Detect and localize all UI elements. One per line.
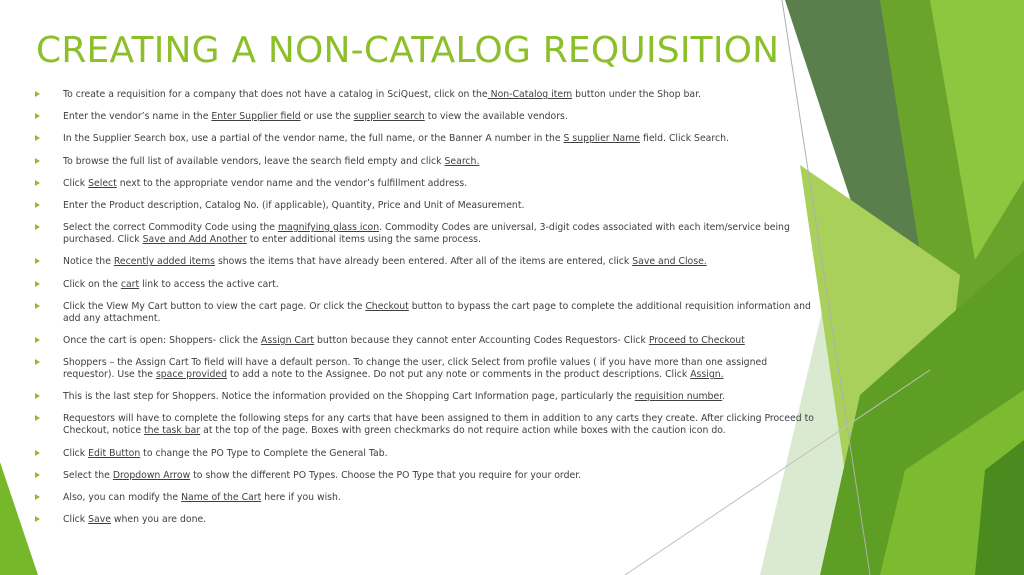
bullet-text: to add a note to the Assignee. Do not put any note or comments in the product descriptions. Click <box>226 369 691 381</box>
bullet-arrow-icon <box>35 180 40 186</box>
list-item <box>34 222 814 246</box>
list-item <box>34 200 814 212</box>
bullet-arrow-icon <box>35 303 40 309</box>
bullet-link[interactable]: Enter Supplier field <box>211 111 301 123</box>
bullet-text: to show the different PO Types. Choose the PO Type that you require for your order. <box>190 469 582 481</box>
bullet-text: Click the View My Cart button to view the cart page. Or click the <box>63 300 366 312</box>
bullet-arrow-icon <box>35 415 40 421</box>
bullet-text: Click <box>63 514 89 526</box>
bullet-text: . Commodity Codes are universal, 3-digit codes associated with each item/service being purchased. Click <box>63 222 790 246</box>
bullet-text: shows the items that have already been entered. After all of the items are entered, click <box>214 256 633 268</box>
bullet-text: . <box>722 391 726 403</box>
list-item <box>34 156 814 168</box>
list-item <box>34 470 814 482</box>
bullet-arrow-icon <box>35 359 40 365</box>
bullet-arrow-icon <box>35 472 40 478</box>
list-item <box>34 111 814 123</box>
bullet-text: link to access the active cart. <box>139 278 279 290</box>
page-title: CREATING A NON-CATALOG REQUISITION <box>36 30 780 71</box>
bullet-arrow-icon <box>35 113 40 119</box>
bullet-text: In the Supplier Search box, use a partial of the vendor name, the full name, or the Banner A number in the <box>63 133 564 145</box>
bullet-text: to change the PO Type to Complete the General Tab. <box>140 447 388 459</box>
list-item <box>34 391 814 403</box>
bullet-link[interactable]: Name of the Cart <box>181 492 262 503</box>
bullet-text: when you are done. <box>110 514 207 526</box>
bullet-link[interactable]: Edit Button <box>88 447 141 459</box>
bullet-text: Click <box>63 177 89 189</box>
list-item <box>34 279 814 291</box>
bullet-text: To browse the full list of available vendors, leave the search field empty and click <box>63 155 445 167</box>
bullet-link[interactable]: supplier search <box>353 111 425 123</box>
bullet-text: Shoppers – the Assign Cart To field will have a default person. To change the user, click Select from profile values ( if you have more than one assigned requestor). Use the <box>63 357 768 381</box>
list-item <box>34 301 814 325</box>
bullet-text: Also, you can modify the <box>63 492 182 503</box>
bullet-text: Enter the Product description, Catalog No. (if applicable), Quantity, Price and Unit of Measurement. <box>63 199 525 211</box>
bullet-text: This is the last step for Shoppers. Notice the information provided on the Shopping Cart Information page, particularly the <box>63 391 635 403</box>
bullet-text: next to the appropriate vendor name and the vendor’s fulfillment address. <box>116 177 468 189</box>
bullet-arrow-icon <box>35 337 40 343</box>
bullet-link[interactable]: Search. <box>444 155 480 167</box>
bullet-link[interactable]: Assign. <box>690 369 724 381</box>
list-item <box>34 448 814 460</box>
bullet-text: To create a requisition for a company that does not have a catalog in SciQuest, click on the <box>63 89 488 100</box>
bullet-arrow-icon <box>35 494 40 500</box>
list-item <box>34 89 814 101</box>
list-item <box>34 133 814 145</box>
bullet-link[interactable]: Save <box>88 514 111 526</box>
bullet-link[interactable]: the task bar <box>144 425 201 437</box>
left-green-facet <box>0 462 38 575</box>
bullet-text: to enter additional items using the same process. <box>246 234 481 246</box>
bullet-text: field. Click Search. <box>640 133 729 145</box>
bullet-text: or use the <box>300 111 354 123</box>
bullet-arrow-icon <box>35 281 40 287</box>
bullet-link[interactable]: Save and Add Another <box>142 234 247 246</box>
bullet-link[interactable]: S supplier Name <box>563 133 641 145</box>
bullet-arrow-icon <box>35 516 40 522</box>
bullet-link[interactable]: Proceed to Checkout <box>648 334 745 346</box>
bullet-arrow-icon <box>35 393 40 399</box>
bullet-arrow-icon <box>35 91 40 97</box>
bullet-text: here if you wish. <box>261 492 341 503</box>
bullet-link[interactable]: requisition number <box>634 391 723 403</box>
bullet-text: button because they cannot enter Accounting Codes Requestors- Click <box>314 334 649 346</box>
list-item <box>34 178 814 190</box>
list-item <box>34 413 814 437</box>
list-item <box>34 514 814 526</box>
bullet-link[interactable]: Save and Close. <box>632 256 707 268</box>
bullet-arrow-icon <box>35 224 40 230</box>
bullet-text: Once the cart is open: Shoppers- click the <box>63 334 262 346</box>
bullet-link[interactable]: Assign Cart <box>261 334 315 346</box>
bullet-link[interactable]: Select <box>88 177 117 189</box>
bullet-arrow-icon <box>35 202 40 208</box>
bullet-link[interactable]: cart <box>120 278 140 290</box>
bullet-text: button under the Shop bar. <box>572 89 702 100</box>
list-item <box>34 357 814 381</box>
bullet-arrow-icon <box>35 135 40 141</box>
bullet-link[interactable]: Checkout <box>365 300 409 312</box>
list-item <box>34 492 814 504</box>
bullet-text: Enter the vendor’s name in the <box>63 111 212 123</box>
bullet-link[interactable]: Non-Catalog item <box>487 89 573 100</box>
bullet-list <box>34 89 814 536</box>
bullet-link[interactable]: Recently added items <box>113 256 215 268</box>
bullet-arrow-icon <box>35 158 40 164</box>
bullet-text: Click <box>63 447 89 459</box>
bullet-text: Click on the <box>63 278 121 290</box>
bullet-text: button to bypass the cart page to complete the additional requisition information and add any attachment. <box>63 300 811 324</box>
bullet-text: Requestors will have to complete the following steps for any carts that have been assigned to them in addition to any carts they create. After clicking Proceed to Checkout, notice <box>63 413 814 437</box>
bullet-link[interactable]: magnifying glass icon <box>277 222 380 234</box>
bullet-text: Select the correct Commodity Code using the <box>63 222 278 234</box>
bullet-text: to view the available vendors. <box>424 111 568 123</box>
bullet-arrow-icon <box>35 258 40 264</box>
list-item <box>34 335 814 347</box>
list-item <box>34 256 814 268</box>
bullet-text: at the top of the page. Boxes with green checkmarks do not require action while boxes with the caution icon do. <box>200 425 726 437</box>
bullet-text: Notice the <box>63 256 114 268</box>
bullet-link[interactable]: Dropdown Arrow <box>112 469 191 481</box>
bullet-arrow-icon <box>35 450 40 456</box>
bullet-link[interactable]: space provided <box>155 369 227 381</box>
bullet-text: Select the <box>63 469 113 481</box>
